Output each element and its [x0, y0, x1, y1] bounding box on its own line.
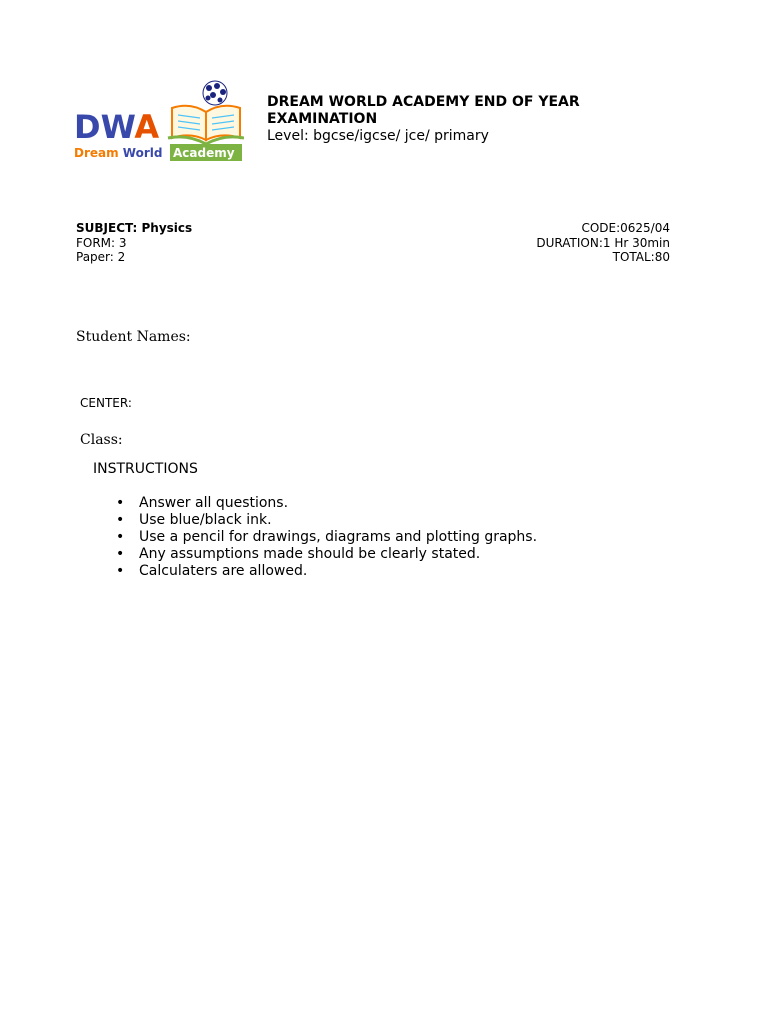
class-label: Class:	[80, 432, 123, 448]
logo-graphic	[72, 80, 244, 164]
logo-initials: DWA	[74, 108, 160, 146]
globe-icon	[203, 81, 227, 105]
exam-info	[536, 221, 670, 265]
bullet-icon: •	[116, 529, 125, 545]
list-item	[112, 546, 537, 563]
subject-info	[76, 221, 192, 265]
logo-name-part2: Academy	[173, 146, 235, 160]
list-item	[112, 512, 537, 529]
instructions-list	[112, 495, 537, 580]
exam-title: DREAM WORLD ACADEMY END OF YEAR EXAMINATION	[267, 94, 580, 127]
instruction-text: Use a pencil for drawings, diagrams and plotting graphs.	[139, 529, 538, 545]
instruction-text: Calculaters are allowed.	[139, 563, 308, 579]
list-item	[112, 495, 537, 512]
center-label: CENTER:	[80, 396, 132, 410]
bullet-icon: •	[116, 512, 125, 528]
exam-level: Level: bgcse/igcse/ jce/ primary	[267, 128, 489, 144]
list-item	[112, 529, 537, 546]
form-label: FORM: 3	[76, 235, 127, 250]
instruction-text: Any assumptions made should be clearly stated.	[139, 546, 481, 562]
book-icon	[168, 106, 244, 144]
bullet-icon: •	[116, 563, 125, 579]
code-label: CODE:0625/04	[581, 221, 670, 235]
school-logo	[72, 80, 244, 164]
instruction-text: Answer all questions.	[139, 495, 289, 511]
instructions-heading: INSTRUCTIONS	[93, 461, 198, 477]
duration-label: DURATION:1 Hr 30min	[536, 235, 670, 250]
subject-label: SUBJECT: Physics	[76, 221, 193, 235]
instruction-text: Use blue/black ink.	[139, 512, 272, 528]
student-names-label: Student Names:	[76, 329, 191, 345]
bullet-icon: •	[116, 495, 125, 511]
logo-name-part1: Dream World	[74, 146, 163, 160]
bullet-icon: •	[116, 546, 125, 562]
total-label: TOTAL:80	[612, 250, 670, 264]
paper-label: Paper: 2	[76, 250, 126, 264]
list-item	[112, 563, 537, 580]
